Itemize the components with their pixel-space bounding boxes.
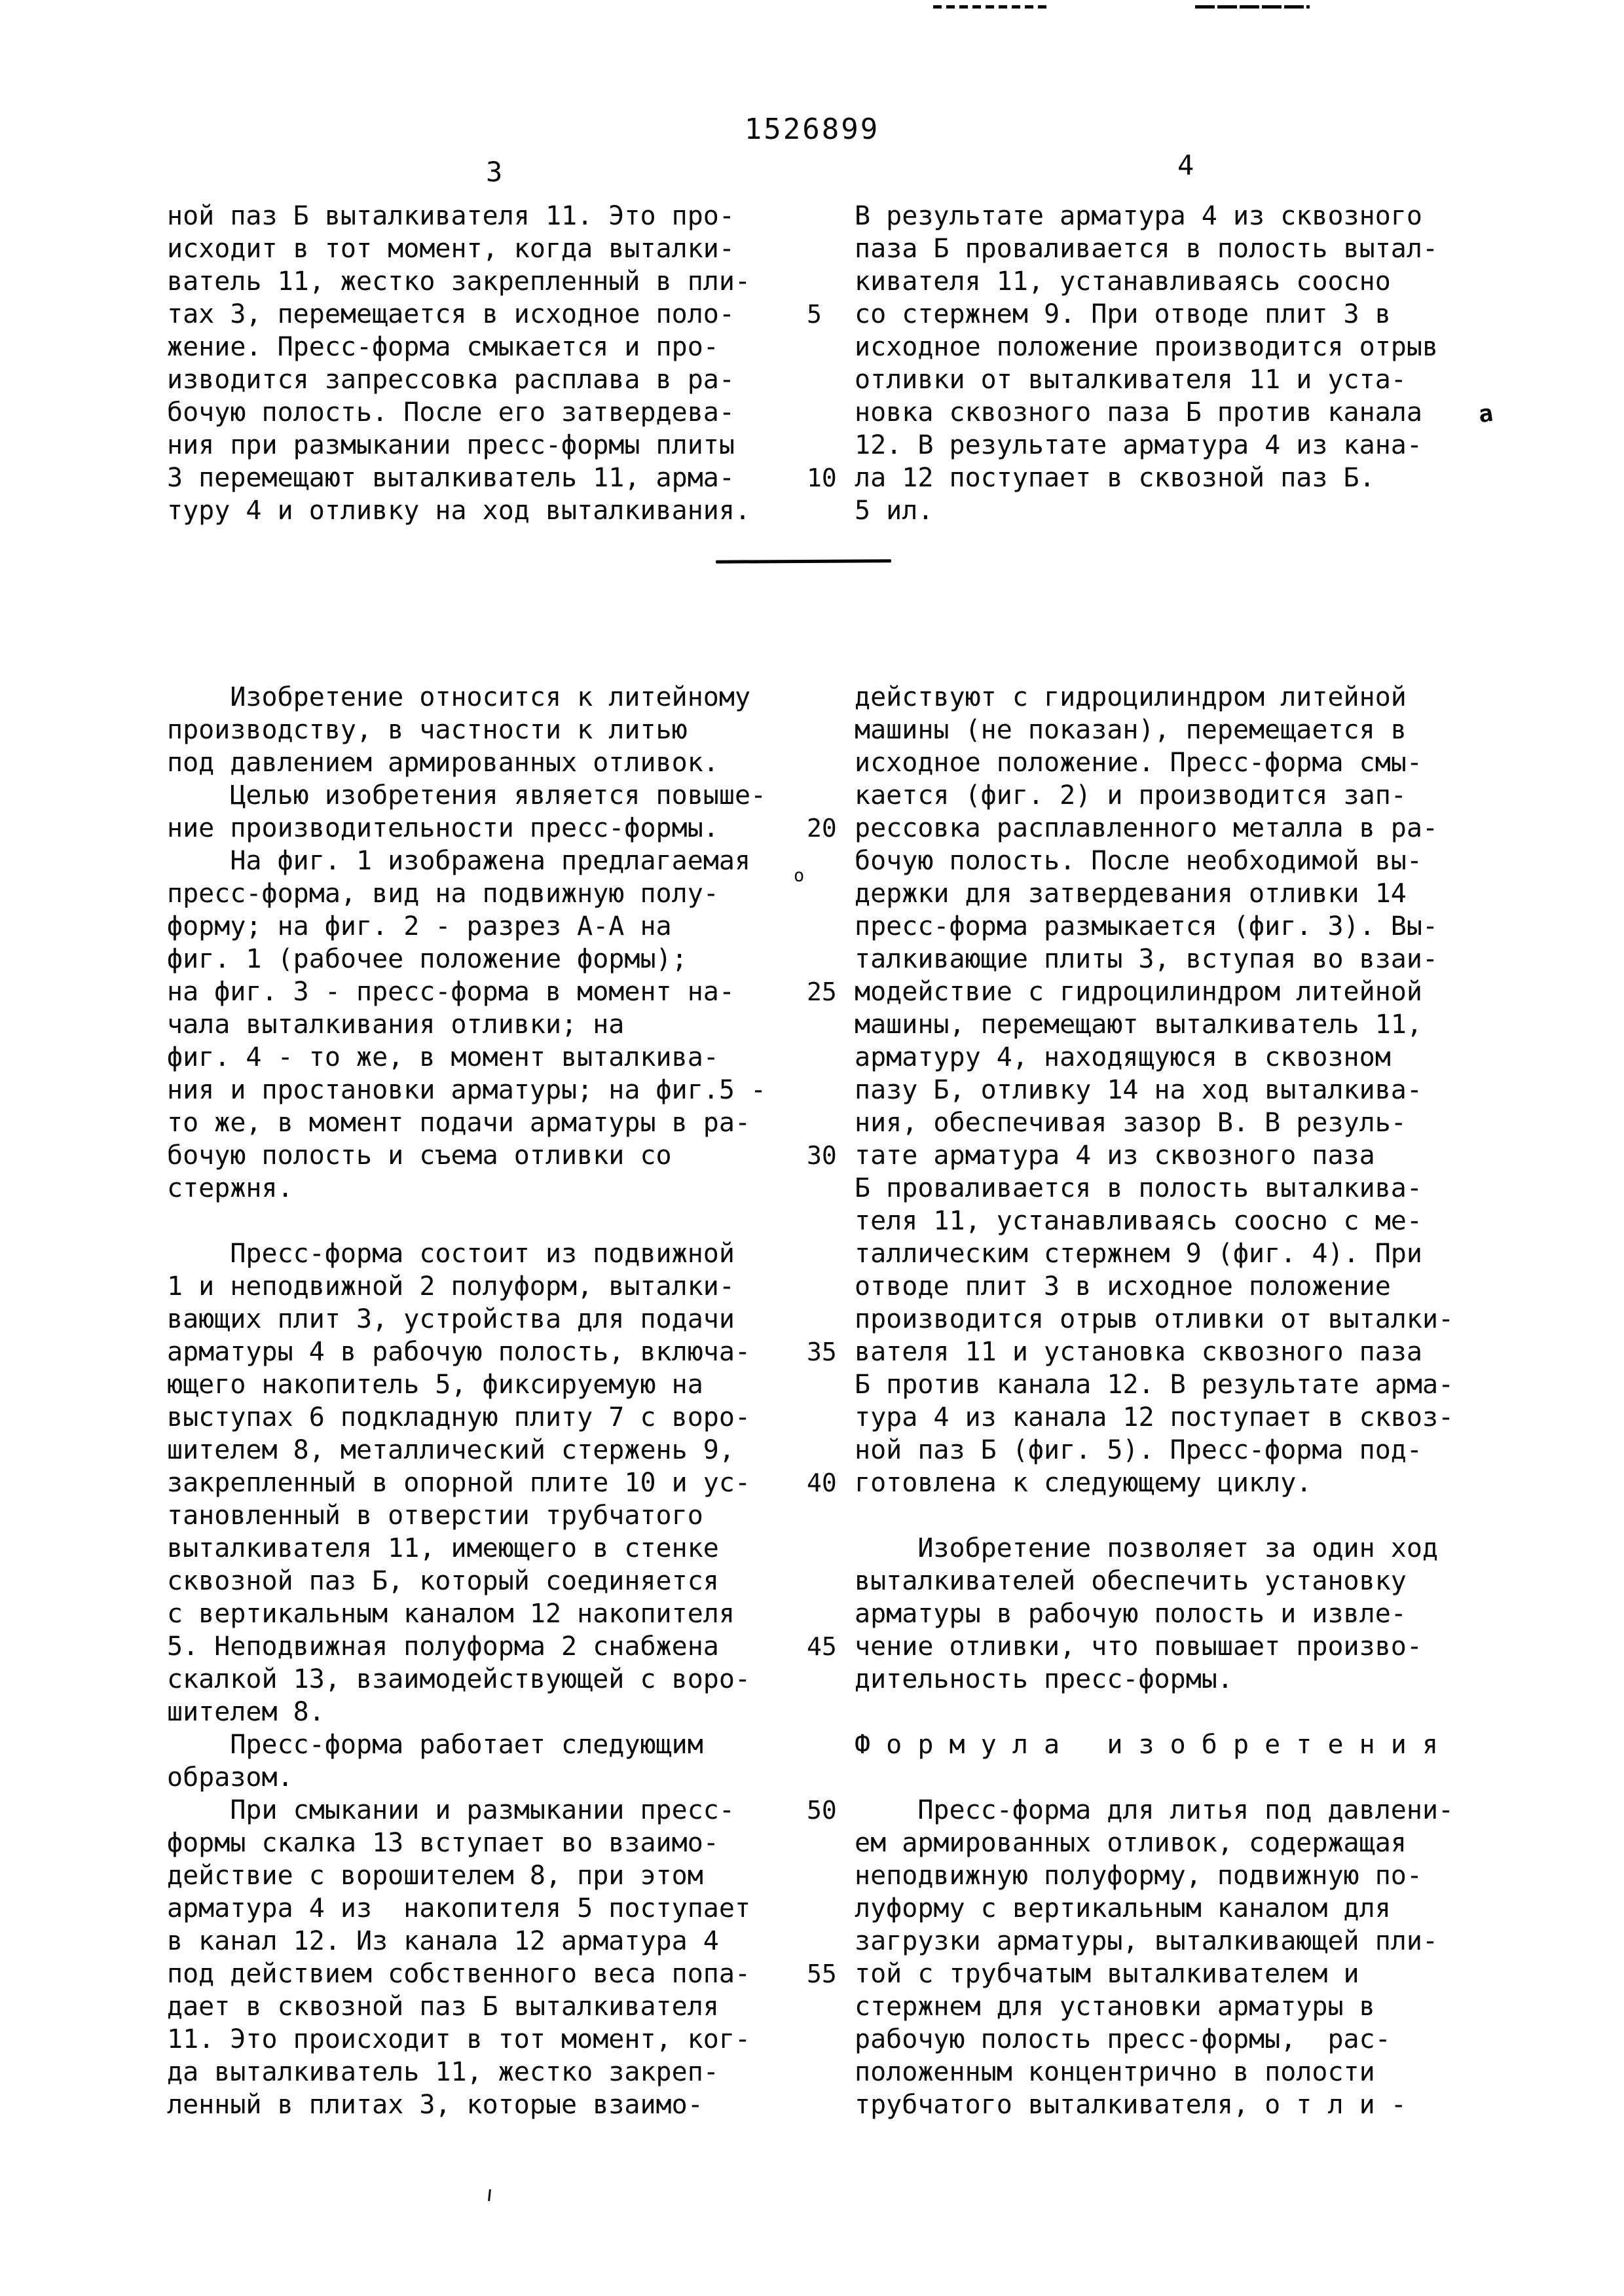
handwritten-correction-a: а: [1477, 399, 1495, 429]
line-number-25: 25: [807, 977, 837, 1006]
left-column-description-text: [167, 681, 805, 2121]
line-number-50: 50: [807, 1796, 837, 1825]
text-line: вающих плит 3, устройства для подачи: [167, 1304, 735, 1334]
text-line: машины (не показан), перемещается в: [855, 715, 1407, 745]
scan-artifact-dashes-right: [1195, 5, 1310, 9]
line-number-55: 55: [807, 1959, 837, 1988]
text-line: туру 4 и отливку на ход выталкивания.: [167, 496, 751, 526]
text-line: [855, 1761, 1559, 1794]
line-number-40: 40: [807, 1468, 837, 1497]
text-line: рабочую полость пресс-формы, рас-: [855, 2024, 1391, 2054]
text-line: готовлена к следующему циклу.: [855, 1468, 1312, 1498]
text-line: На фиг. 1 изображена предлагаемая: [167, 846, 751, 876]
text-line: тановленный в отверстии трубчатого: [167, 1501, 703, 1531]
text-line: 5 ил.: [855, 496, 934, 526]
text-line: вателя 11 и установка сквозного паза: [855, 1337, 1422, 1367]
text-line: сквозной паз Б, который соединяется: [167, 1566, 719, 1596]
text-line: Целью изобретения является повыше-: [167, 780, 767, 811]
text-line: изводится запрессовка расплава в ра-: [167, 365, 735, 395]
text-line: отливки от выталкивателя 11 и уста-: [855, 365, 1407, 395]
text-line: держки для затвердевания отливки 14: [855, 879, 1407, 909]
text-line: дает в сквозной паз Б выталкивателя: [167, 1992, 719, 2022]
text-line: бочую полость. После необходимой вы-: [855, 846, 1422, 876]
text-line: бочую полость и съема отливки со: [167, 1140, 672, 1171]
text-line: 1 и неподвижной 2 полуформ, выталки-: [167, 1271, 735, 1302]
text-line: положенным концентрично в полости: [855, 2057, 1375, 2087]
text-line: ния, обеспечивая зазор В. В резуль-: [855, 1108, 1407, 1138]
text-line: пресс-форма размыкается (фиг. 3). Вы-: [855, 911, 1439, 941]
text-line: под давлением армированных отливок.: [167, 748, 719, 778]
text-line: закрепленный в опорной плите 10 и ус-: [167, 1468, 751, 1498]
text-line: ленный в плитах 3, которые взаимо-: [167, 2090, 703, 2120]
text-line: рессовка расплавленного металла в ра-: [855, 813, 1439, 843]
text-line: Пресс-форма состоит из подвижной: [167, 1239, 735, 1269]
patent-number: 1526899: [744, 113, 880, 146]
text-line: [855, 1499, 1559, 1532]
text-line: арматуры в рабочую полость и извле-: [855, 1599, 1407, 1629]
right-column-abstract-text: [855, 200, 1559, 527]
text-line: чение отливки, что повышает произво-: [855, 1631, 1422, 1662]
text-line: таллическим стержнем 9 (фиг. 4). При: [855, 1239, 1422, 1269]
text-line: ния и простановки арматуры; на фиг.5 -: [167, 1075, 767, 1105]
text-line: машины, перемещают выталкиватель 11,: [855, 1010, 1422, 1040]
text-line: ной паз Б (фиг. 5). Пресс-форма под-: [855, 1435, 1422, 1465]
text-line: [167, 1205, 805, 1237]
text-line: Б против канала 12. В результате арма-: [855, 1370, 1454, 1400]
text-line: арматуру 4, находящуюся в сквозном: [855, 1042, 1391, 1072]
left-column-abstract-text: [167, 200, 805, 527]
text-line: Изобретение относится к литейному: [167, 682, 751, 712]
text-line: исходное положение. Пресс-форма смы-: [855, 748, 1422, 778]
text-line: форму; на фиг. 2 - разрез А-А на: [167, 911, 672, 941]
text-line: ние производительности пресс-формы.: [167, 813, 719, 843]
text-line: тате арматура 4 из сквозного паза: [855, 1140, 1375, 1171]
text-line: стержнем для установки арматуры в: [855, 1992, 1375, 2022]
text-line: выталкивателей обеспечить установку: [855, 1566, 1407, 1596]
text-line: ющего накопитель 5, фиксируемую на: [167, 1370, 703, 1400]
text-line: Б проваливается в полость выталкива-: [855, 1173, 1422, 1203]
text-line: тура 4 из канала 12 поступает в сквоз-: [855, 1402, 1454, 1432]
text-line: бочую полость. После его затвердева-: [167, 397, 735, 428]
page-number-right: 4: [1177, 149, 1194, 181]
line-number-5: 5: [807, 300, 822, 329]
text-line: арматуры 4 в рабочую полость, включа-: [167, 1337, 751, 1367]
text-line: трубчатого выталкивателя, о т л и -: [855, 2090, 1407, 2120]
text-line: При смыкании и размыкании пресс-: [167, 1795, 735, 1825]
text-line: луформу с вертикальным каналом для: [855, 1893, 1391, 1923]
text-line: выступах 6 подкладную плиту 7 с воро-: [167, 1402, 751, 1432]
line-number-10: 10: [807, 464, 837, 492]
text-line: ной паз Б выталкивателя 11. Это про-: [167, 201, 735, 231]
text-line: талкивающие плиты 3, вступая во взаи-: [855, 944, 1439, 974]
text-line: теля 11, устанавливаясь соосно с ме-: [855, 1206, 1422, 1236]
text-line: неподвижную полуформу, подвижную по-: [855, 1861, 1422, 1891]
text-line: арматура 4 из накопителя 5 поступает: [167, 1893, 751, 1923]
text-line: то же, в момент подачи арматуры в ра-: [167, 1108, 751, 1138]
text-line: Пресс-форма работает следующим: [167, 1730, 703, 1760]
text-line: загрузки арматуры, выталкивающей пли-: [855, 1926, 1439, 1956]
text-line: производству, в частности к литью: [167, 715, 688, 745]
text-line: действие с ворошителем 8, при этом: [167, 1861, 703, 1891]
text-line: дительность пресс-формы.: [855, 1664, 1233, 1694]
text-line: производится отрыв отливки от выталки-: [855, 1304, 1454, 1334]
text-line: ватель 11, жестко закрепленный в пли-: [167, 266, 751, 297]
text-line: исходит в тот момент, когда выталки-: [167, 234, 735, 264]
text-line: 3 перемещают выталкиватель 11, арма-: [167, 463, 735, 493]
text-line: чала выталкивания отливки; на: [167, 1010, 625, 1040]
text-line: паза Б проваливается в полость вытал-: [855, 234, 1439, 264]
text-line: Пресс-форма для литья под давлени-: [855, 1795, 1454, 1825]
text-line: скалкой 13, взаимодействующей с воро-: [167, 1664, 751, 1694]
text-line: действуют с гидроцилиндром литейной: [855, 682, 1407, 712]
text-line: 12. В результате арматура 4 из кана-: [855, 430, 1422, 460]
section-divider-rule: [716, 559, 891, 563]
text-line: новка сквозного паза Б против канала: [855, 397, 1422, 428]
text-line: исходное положение производится отрыв: [855, 332, 1439, 362]
text-line: с вертикальным каналом 12 накопителя: [167, 1599, 735, 1629]
line-number-30: 30: [807, 1141, 837, 1170]
text-line: Изобретение позволяет за один ход: [855, 1533, 1439, 1563]
stray-mark-o: о: [794, 866, 805, 886]
text-line: на фиг. 3 - пресс-форма в момент на-: [167, 977, 735, 1007]
text-line: тах 3, перемещается в исходное поло-: [167, 299, 735, 329]
text-line: 11. Это происходит в тот момент, ког-: [167, 2024, 751, 2054]
text-line: жение. Пресс-форма смыкается и про-: [167, 332, 719, 362]
line-number-45: 45: [807, 1632, 837, 1661]
text-line: шителем 8, металлический стержень 9,: [167, 1435, 735, 1465]
page-number-left: 3: [486, 156, 503, 188]
text-line: ния при размыкании пресс-формы плиты: [167, 430, 735, 460]
text-line: ла 12 поступает в сквозной паз Б.: [855, 463, 1375, 493]
text-line: фиг. 1 (рабочее положение формы);: [167, 944, 688, 974]
text-line: Ф о р м у л а и з о б р е т е н и я: [855, 1730, 1439, 1760]
line-number-35: 35: [807, 1338, 837, 1366]
text-line: шителем 8.: [167, 1697, 325, 1727]
text-line: той с трубчатым выталкивателем и: [855, 1959, 1359, 1989]
text-line: ем армированных отливок, содержащая: [855, 1828, 1407, 1858]
scan-artifact-dashes-left: [933, 5, 1048, 9]
text-line: [855, 1696, 1559, 1728]
text-line: стержня.: [167, 1173, 293, 1203]
text-line: со стержнем 9. При отводе плит 3 в: [855, 299, 1391, 329]
text-line: да выталкиватель 11, жестко закреп-: [167, 2057, 719, 2087]
text-line: 5. Неподвижная полуформа 2 снабжена: [167, 1631, 719, 1662]
text-line: под действием собственного веса попа-: [167, 1959, 751, 1989]
text-line: фиг. 4 - то же, в момент выталкива-: [167, 1042, 719, 1072]
text-line: кивателя 11, устанавливаясь соосно: [855, 266, 1391, 297]
text-line: формы скалка 13 вступает во взаимо-: [167, 1828, 719, 1858]
right-column-description-claims-text: [855, 681, 1559, 2121]
scan-artifact-tick: [488, 2189, 491, 2201]
text-line: в канал 12. Из канала 12 арматура 4: [167, 1926, 719, 1956]
text-line: В результате арматура 4 из сквозного: [855, 201, 1422, 231]
text-line: образом.: [167, 1762, 293, 1793]
text-line: выталкивателя 11, имеющего в стенке: [167, 1533, 719, 1563]
text-line: пресс-форма, вид на подвижную полу-: [167, 879, 719, 909]
text-line: модействие с гидроцилиндром литейной: [855, 977, 1422, 1007]
line-number-20: 20: [807, 814, 837, 843]
text-line: кается (фиг. 2) и производится зап-: [855, 780, 1407, 811]
text-line: отводе плит 3 в исходное положение: [855, 1271, 1391, 1302]
text-line: пазу Б, отливку 14 на ход выталкива-: [855, 1075, 1422, 1105]
